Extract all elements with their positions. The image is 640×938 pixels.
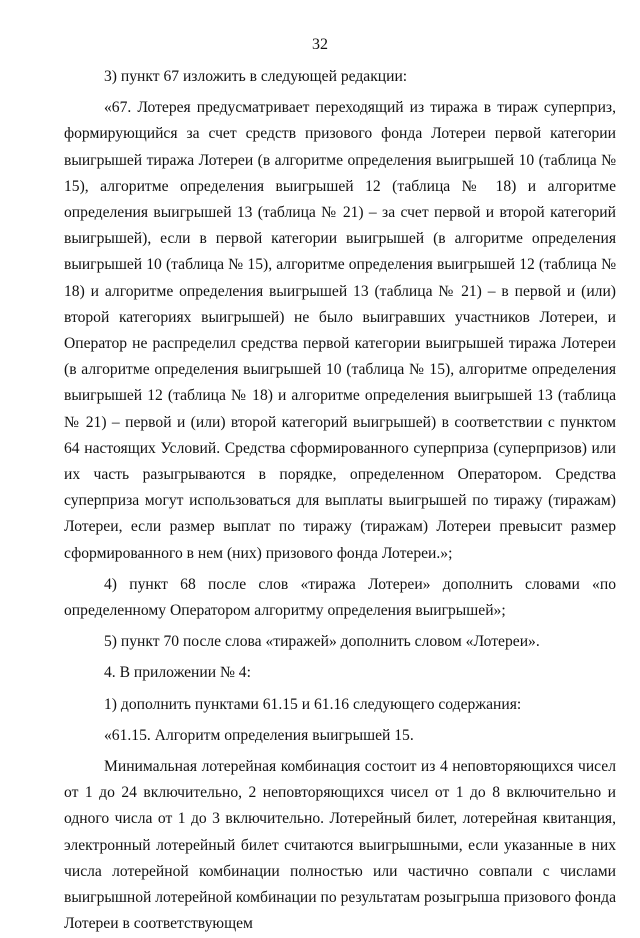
paragraph-item-4-point-68: 4) пункт 68 после слов «тиража Лотереи» дополнить словами «по определенному Оператором алгоритму определения выигрышей»;: [64, 575, 616, 620]
paragraph-item-1-add-points: 1) дополнить пунктами 61.15 и 61.16 следующего содержания:: [104, 695, 522, 713]
paragraph-point-61-15-title: «61.15. Алгоритм определения выигрышей 15.: [104, 726, 414, 744]
paragraph-min-combination: Минимальная лотерейная комбинация состоит из 4 неповторяющихся чисел от 1 до 24 включительно, 2 неповторяющихся чисел от 1 до 8 включительно и одного числа от 1 до 3 включительно. Лотерейный билет, лотерейная квитанция, электронный лотерейный билет считаются выигрышными, если указанные в них числа лотерейной комбинации полностью или частично совпали с числами выигрышной лотерейной комбинации по результатам розыгрыша призового фонда Лотереи в соответствующем: [64, 758, 616, 933]
page-number: 32: [312, 36, 328, 53]
paragraph-section-4-appendix: 4. В приложении № 4:: [104, 664, 251, 682]
paragraph-point-67-text: «67. Лотерея предусматривает переходящий из тиража в тираж суперприз, формирующийся за счет средств призового фонда Лотереи первой категории выигрышей тиража Лотереи (в алгоритме определения выигрышей 10 (таблица № 15), алгоритме определения выигрышей 12 (таблица № 18) и алгоритме определения выигрышей 13 (таблица № 21) – за счет первой и второй категорий выигрышей), если в первой категории выигрышей (в алгоритме определения выигрышей 10 (таблица № 15), алгоритме определения выигрышей 12 (таблица № 18) и алгоритме определения выигрышей 13 (таблица № 21) – в первой и (или) второй категориях выигрышей) не было выигравших участников Лотереи, и Оператор не распределил средства первой категории выигрышей тиража Лотереи (в алгоритме определения выигрышей 10 (таблица № 15), алгоритме определения выигрышей 12 (таблица № 18) и алгоритме определения выигрышей 13 (таблица № 21) – первой и (или) второй категорий выигрышей) в соответствии с пунктом 64 настоящих Условий. Средства сформированного суперприза (суперпризов) или их часть разыгрываются в порядке, определенном Оператором. Средства суперприза могут использоваться для выплаты выигрышей по тиражу (тиражам) Лотереи, если размер выплат по тиражу (тиражам) Лотереи превысит размер сформированного в нем (них) призового фонда Лотереи.»;: [64, 99, 616, 562]
paragraph-item-3-point-67: 3) пункт 67 изложить в следующей редакции:: [104, 68, 408, 85]
paragraph-item-5-point-70: 5) пункт 70 после слова «тиражей» дополнить словом «Лотереи».: [104, 633, 540, 651]
document-body: [64, 64, 616, 938]
